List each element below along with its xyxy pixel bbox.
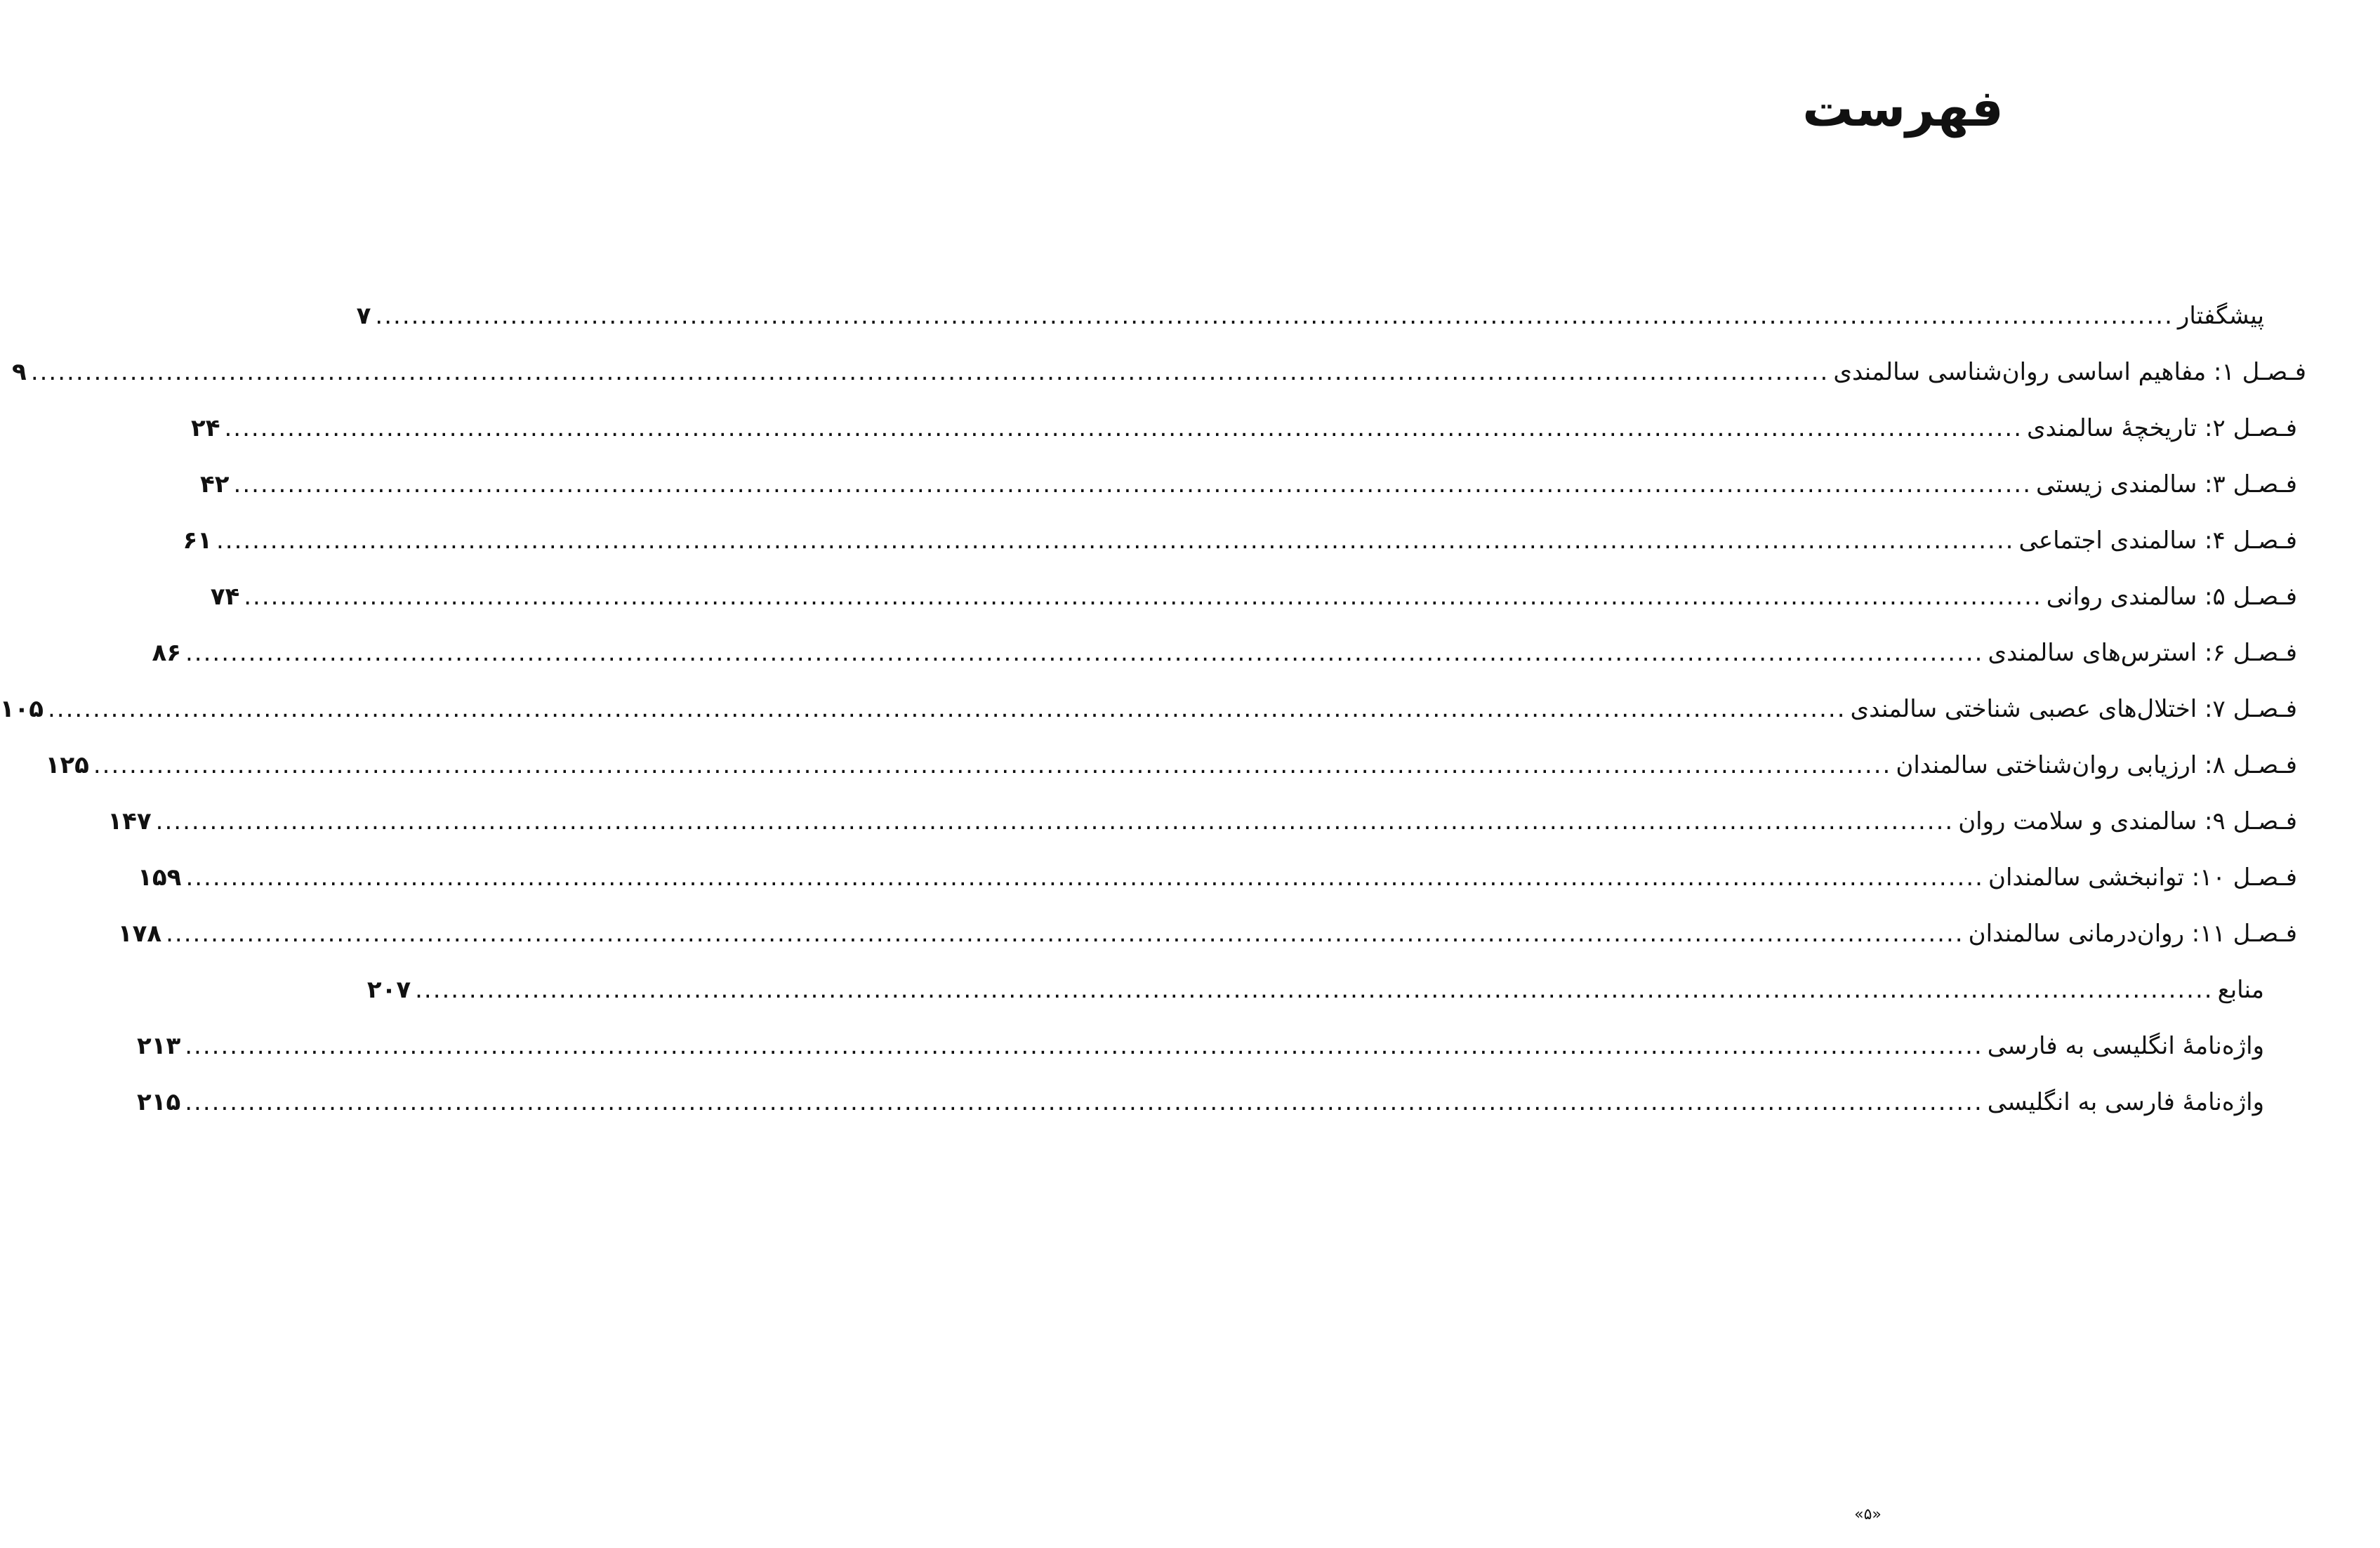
toc-entry-label: فـصـل ۹: سالمندی و سلامت روان (1958, 807, 2297, 835)
toc-entry-page: ۷۴ (210, 583, 240, 611)
toc-entry-chapter-3[interactable] (200, 463, 2297, 505)
toc-leader-dots: ........................................................................................................................................................................................................ (185, 1088, 1983, 1116)
toc-leader-dots: ........................................................................................................................................................................................................ (224, 414, 2023, 442)
toc-entry-label: فـصـل ۵: سالمندی روانی (2046, 583, 2297, 611)
toc-leader-dots: ........................................................................................................................................................................................................ (216, 527, 2015, 555)
toc-entry-chapter-9[interactable] (107, 800, 2297, 842)
toc-entry-label: فـصـل ۴: سالمندی اجتماعی (2018, 527, 2297, 555)
toc-entry-label: فـصـل ۱۱: روان‌درمانی سالمندان (1968, 920, 2297, 948)
toc-entry-chapter-6[interactable] (152, 632, 2297, 674)
toc-entry-page: ۸۶ (152, 639, 181, 667)
toc-entry-page: ۱۲۵ (45, 751, 89, 779)
toc-entry-page: ۴۲ (200, 470, 230, 498)
toc-entry-chapter-4[interactable] (183, 520, 2297, 562)
toc-entry-page: ۹ (12, 358, 27, 386)
toc-entry-label: واژه‌نامهٔ فارسی به انگلیسی (1987, 1088, 2264, 1116)
toc-leader-dots: ........................................................................................................................................................................................................ (185, 1032, 1983, 1060)
toc-entry-label: منابع (2217, 976, 2264, 1004)
toc-entry-chapter-8[interactable] (45, 744, 2297, 786)
toc-leader-dots: ........................................................................................................................................................................................................ (375, 302, 2174, 330)
toc-entry-label: فـصـل ۲: تاریخچهٔ سالمندی (2027, 414, 2297, 442)
toc-leader-dots: ........................................................................................................................................................................................................ (185, 864, 1984, 892)
toc-entry-page: ۶۱ (183, 527, 212, 555)
toc-entry-label: فـصـل ۱۰: توانبخشی سالمندان (1988, 864, 2297, 892)
toc-entry-page: ۲۰۷ (366, 976, 411, 1004)
toc-leader-dots: ........................................................................................................................................................................................................ (166, 920, 1964, 948)
toc-entry-chapter-2[interactable] (190, 407, 2297, 449)
toc-entry-label: فـصـل ۱: مفاهیم اساسی روان‌شناسی سالمندی (1833, 358, 2306, 386)
toc-leader-dots: ........................................................................................................................................................................................................ (185, 639, 1984, 667)
toc-leader-dots: ........................................................................................................................................................................................................ (244, 583, 2042, 611)
toc-leader-dots: ........................................................................................................................................................................................................ (48, 695, 1846, 723)
page-number-footer: «۵» (1854, 1506, 1882, 1523)
toc-entry-chapter-11[interactable] (117, 913, 2297, 955)
toc-entry-page: ۱۵۹ (138, 864, 182, 892)
toc-entry-glossary-fa-en[interactable] (136, 1081, 2264, 1123)
toc-entry-references[interactable] (366, 969, 2264, 1011)
toc-leader-dots: ........................................................................................................................................................................................................ (233, 470, 2032, 498)
page-title: فهرست (1802, 79, 2004, 138)
toc-entry-page: ۱۷۸ (117, 920, 162, 948)
toc-entry-page: ۲۱۳ (136, 1032, 181, 1060)
toc-leader-dots: ........................................................................................................................................................................................................ (155, 807, 1955, 835)
toc-entry-chapter-10[interactable] (138, 856, 2297, 899)
toc-entry-glossary-en-fa[interactable] (136, 1025, 2264, 1067)
toc-entry-page: ۲۱۵ (136, 1088, 181, 1116)
toc-leader-dots: ........................................................................................................................................................................................................ (30, 358, 1830, 386)
toc-entry-chapter-7[interactable] (0, 688, 2297, 730)
toc-entry-page: ۲۴ (190, 414, 220, 442)
toc-entry-chapter-1[interactable] (12, 351, 2306, 393)
toc-entry-label: فـصـل ۳: سالمندی زیستی (2036, 470, 2297, 498)
toc-entry-label: واژه‌نامهٔ انگلیسی به فارسی (1987, 1032, 2264, 1060)
toc-entry-label: فـصـل ۷: اختلال‌های عصبی شناختی سالمندی (1850, 695, 2297, 723)
toc-entry-label: فـصـل ۸: ارزیابی روان‌شناختی سالمندان (1896, 751, 2297, 779)
toc-entry-page: ۱۴۷ (107, 807, 152, 835)
toc-entry-label: پیشگفتار (2177, 302, 2264, 330)
toc-entry-page: ۱۰۵ (0, 695, 44, 723)
toc-leader-dots: ........................................................................................................................................................................................................ (415, 976, 2214, 1004)
toc-entry-page: ۷ (356, 302, 371, 330)
toc-entry-preface[interactable] (356, 295, 2264, 337)
toc-leader-dots: ........................................................................................................................................................................................................ (93, 751, 1892, 779)
toc-entry-label: فـصـل ۶: استرس‌های سالمندی (1988, 639, 2297, 667)
toc-entry-chapter-5[interactable] (210, 576, 2297, 618)
